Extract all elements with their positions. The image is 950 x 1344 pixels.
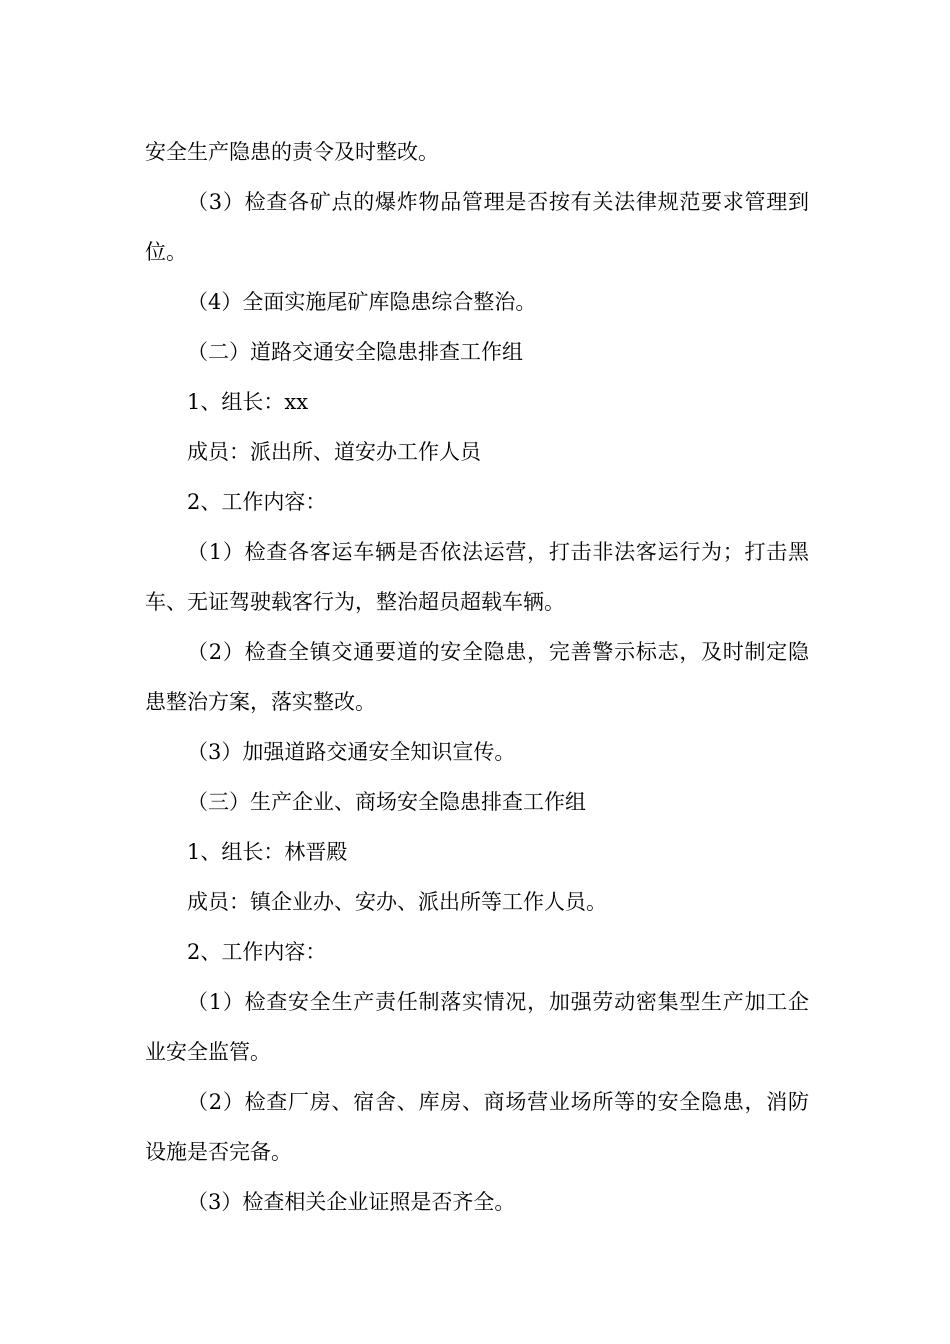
paragraph-road-work-content: 2、工作内容： [187,490,327,514]
paragraph-enterprise-members: 成员：镇企业办、安办、派出所等工作人员。 [187,890,607,914]
paragraph-enterprise-work-content: 2、工作内容： [187,940,327,964]
paragraph-continuation: 安全生产隐患的责令及时整改。 [145,140,439,164]
paragraph-enterprise-item-1: （1）检查安全生产责任制落实情况，加强劳动密集型生产加工企业安全监管。 [145,990,809,1064]
section-heading-road-traffic: （二）道路交通安全隐患排查工作组 [187,340,523,364]
paragraph-road-item-1: （1）检查各客运车辆是否依法运营，打击非法客运行为；打击黑车、无证驾驶载客行为，整治超员超载车辆。 [145,540,809,614]
paragraph-enterprise-leader: 1、组长：林晋殿 [187,840,348,864]
paragraph-road-leader: 1、组长：xx [187,390,309,414]
paragraph-explosives-check: （3）检查各矿点的爆炸物品管理是否按有关法律规范要求管理到位。 [145,190,809,264]
paragraph-road-item-2: （2）检查全镇交通要道的安全隐患，完善警示标志，及时制定隐患整治方案，落实整改。 [145,640,809,714]
paragraph-enterprise-item-2: （2）检查厂房、宿舍、库房、商场营业场所等的安全隐患，消防设施是否完备。 [145,1090,809,1164]
document-body [145,127,809,1227]
paragraph-road-item-3: （3）加强道路交通安全知识宣传。 [187,740,516,764]
paragraph-tailings-rectification: （4）全面实施尾矿库隐患综合整治。 [187,290,537,314]
section-heading-enterprise-mall: （三）生产企业、商场安全隐患排查工作组 [187,790,586,814]
paragraph-enterprise-item-3: （3）检查相关企业证照是否齐全。 [187,1190,516,1214]
paragraph-road-members: 成员：派出所、道安办工作人员 [187,440,481,464]
